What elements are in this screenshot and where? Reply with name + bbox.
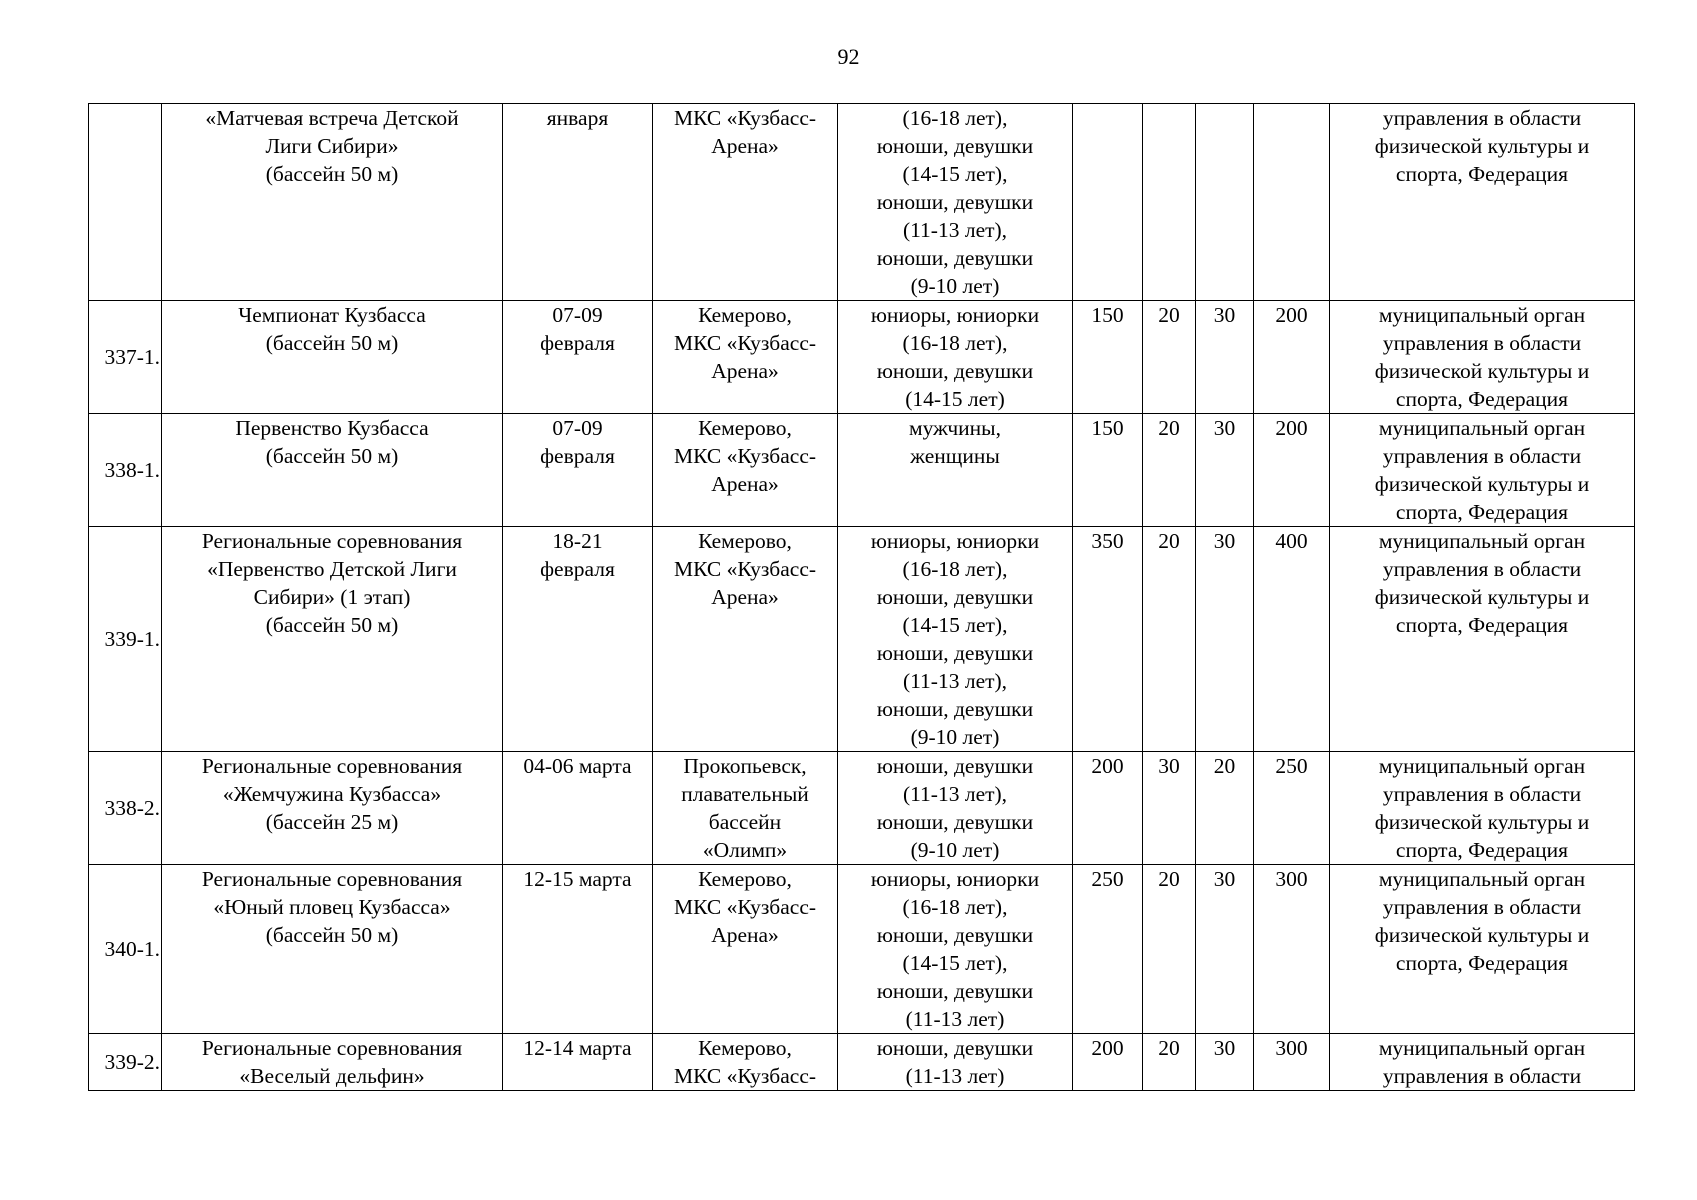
count-column-1-cell: 150 [1073, 414, 1143, 527]
cell-line: мужчины, [908, 416, 1002, 440]
event-date-cell [503, 527, 653, 752]
cell-line: юноши, девушки [876, 190, 1034, 214]
cell-line: Арена» [711, 359, 779, 383]
count-column-2-cell: 20 [1143, 1034, 1196, 1091]
cell-line: «Веселый дельфин» [239, 1064, 425, 1088]
cell-line: спорта, Федерация [1395, 387, 1569, 411]
cell-line: (16-18 лет), [902, 331, 1008, 355]
cell-line: 07-09 [552, 416, 603, 440]
cell-line: Региональные соревнования [201, 1036, 463, 1060]
table-row [89, 1034, 1635, 1091]
event-name-cell [162, 1034, 503, 1091]
cell-line: муниципальный орган [1378, 529, 1586, 553]
cell-line: (14-15 лет) [905, 387, 1005, 411]
participants-cell [838, 104, 1073, 301]
cell-line: (бассейн 50 м) [265, 444, 399, 468]
organizer-cell [1330, 414, 1635, 527]
cell-line: 12-14 марта [523, 1036, 632, 1060]
count-column-2-cell: 20 [1143, 527, 1196, 752]
cell-line: муниципальный орган [1378, 416, 1586, 440]
cell-line: управления в области [1382, 444, 1582, 468]
cell-line: (16-18 лет), [902, 557, 1008, 581]
count-column-4-cell: 200 [1254, 301, 1330, 414]
cell-line: (бассейн 50 м) [265, 162, 399, 186]
cell-line: муниципальный орган [1378, 754, 1586, 778]
event-place-cell [653, 414, 838, 527]
cell-line: февраля [540, 331, 615, 355]
cell-line: юноши, девушки [876, 359, 1034, 383]
cell-line: МКС «Кузбасс- [673, 557, 817, 581]
participants-cell [838, 527, 1073, 752]
table-row [89, 301, 1635, 414]
count-column-2-cell: 30 [1143, 752, 1196, 865]
cell-line: (11-13 лет), [902, 218, 1008, 242]
cell-line: МКС «Кузбасс- [673, 444, 817, 468]
count-column-4-cell: 400 [1254, 527, 1330, 752]
table-row [89, 527, 1635, 752]
cell-line: (16-18 лет), [902, 106, 1008, 130]
cell-line: управления в области [1382, 895, 1582, 919]
cell-line: физической культуры и [1374, 923, 1590, 947]
count-column-2-cell: 20 [1143, 414, 1196, 527]
cell-line: февраля [540, 557, 615, 581]
row-number-cell: 337-1. [89, 301, 162, 414]
event-name-cell [162, 414, 503, 527]
event-name-cell [162, 104, 503, 301]
cell-line: юноши, девушки [876, 754, 1034, 778]
cell-line: юноши, девушки [876, 810, 1034, 834]
cell-line: юноши, девушки [876, 246, 1034, 270]
row-number-cell: 339-2. [89, 1034, 162, 1091]
cell-line: юноши, девушки [876, 1036, 1034, 1060]
cell-line: физической культуры и [1374, 472, 1590, 496]
cell-line: спорта, Федерация [1395, 838, 1569, 862]
cell-line: января [546, 106, 609, 130]
cell-line: физической культуры и [1374, 810, 1590, 834]
row-number-cell: 338-1. [89, 414, 162, 527]
cell-line: муниципальный орган [1378, 303, 1586, 327]
count-column-3-cell: 30 [1196, 414, 1254, 527]
cell-line: физической культуры и [1374, 359, 1590, 383]
cell-line: Кемерово, [698, 303, 792, 327]
cell-line: Чемпионат Кузбасса [238, 303, 426, 327]
cell-line: юноши, девушки [876, 134, 1034, 158]
count-column-1-cell: 200 [1073, 752, 1143, 865]
cell-line: «Юный пловец Кузбасса» [213, 895, 451, 919]
cell-line: Первенство Кузбасса [235, 416, 429, 440]
cell-line: Сибири» (1 этап) [253, 585, 411, 609]
cell-line: плавательный [681, 782, 809, 806]
count-column-2-cell: 20 [1143, 865, 1196, 1034]
cell-line: бассейн [708, 810, 782, 834]
count-column-3-cell: 30 [1196, 1034, 1254, 1091]
cell-line: (бассейн 50 м) [265, 331, 399, 355]
cell-line: «Первенство Детской Лиги [207, 557, 457, 581]
cell-line: Арена» [711, 923, 779, 947]
cell-line: 07-09 [552, 303, 603, 327]
count-column-3-cell: 30 [1196, 527, 1254, 752]
cell-line: (16-18 лет), [902, 895, 1008, 919]
count-column-1-cell [1073, 104, 1143, 301]
count-column-3-cell: 30 [1196, 865, 1254, 1034]
cell-line: 12-15 марта [523, 867, 632, 891]
cell-line: «Матчевая встреча Детской [205, 106, 459, 130]
cell-line: спорта, Федерация [1395, 500, 1569, 524]
organizer-cell [1330, 1034, 1635, 1091]
participants-cell [838, 865, 1073, 1034]
cell-line: «Жемчужина Кузбасса» [222, 782, 442, 806]
cell-line: (11-13 лет) [905, 1064, 1005, 1088]
cell-line: Кемерово, [698, 1036, 792, 1060]
table-body [89, 104, 1635, 1091]
cell-line: (14-15 лет), [902, 162, 1008, 186]
cell-line: 18-21 [552, 529, 603, 553]
count-column-4-cell: 300 [1254, 1034, 1330, 1091]
cell-line: (бассейн 50 м) [265, 923, 399, 947]
count-column-1-cell: 150 [1073, 301, 1143, 414]
cell-line: Арена» [711, 472, 779, 496]
cell-line: МКС «Кузбасс- [673, 106, 817, 130]
event-name-cell [162, 301, 503, 414]
cell-line: (14-15 лет), [902, 613, 1008, 637]
count-column-3-cell [1196, 104, 1254, 301]
cell-line: юниоры, юниорки [870, 529, 1040, 553]
cell-line: (9-10 лет) [910, 274, 1000, 298]
cell-line: управления в области [1382, 1064, 1582, 1088]
cell-line: Арена» [711, 134, 779, 158]
page-number: 92 [837, 44, 860, 69]
participants-cell [838, 1034, 1073, 1091]
organizer-cell [1330, 865, 1635, 1034]
cell-line: МКС «Кузбасс- [673, 331, 817, 355]
cell-line: управления в области [1382, 557, 1582, 581]
cell-line: муниципальный орган [1378, 867, 1586, 891]
event-place-cell [653, 527, 838, 752]
table-row [89, 752, 1635, 865]
event-date-cell [503, 865, 653, 1034]
event-name-cell [162, 527, 503, 752]
event-place-cell [653, 104, 838, 301]
event-name-cell [162, 865, 503, 1034]
table-row [89, 865, 1635, 1034]
cell-line: Кемерово, [698, 416, 792, 440]
organizer-cell [1330, 752, 1635, 865]
cell-line: Региональные соревнования [201, 867, 463, 891]
cell-line: Региональные соревнования [201, 529, 463, 553]
row-number-cell: 340-1. [89, 865, 162, 1034]
cell-line: Региональные соревнования [201, 754, 463, 778]
cell-line: (11-13 лет), [902, 669, 1008, 693]
row-number-cell: 339-1. [89, 527, 162, 752]
cell-line: «Олимп» [702, 838, 788, 862]
count-column-4-cell [1254, 104, 1330, 301]
count-column-3-cell: 20 [1196, 752, 1254, 865]
cell-line: юниоры, юниорки [870, 303, 1040, 327]
cell-line: (9-10 лет) [910, 838, 1000, 862]
event-place-cell [653, 752, 838, 865]
cell-line: управления в области [1382, 106, 1582, 130]
organizer-cell [1330, 104, 1635, 301]
cell-line: юноши, девушки [876, 585, 1034, 609]
event-place-cell [653, 1034, 838, 1091]
count-column-4-cell: 300 [1254, 865, 1330, 1034]
row-number-cell: 338-2. [89, 752, 162, 865]
count-column-2-cell: 20 [1143, 301, 1196, 414]
cell-line: (бассейн 25 м) [265, 810, 399, 834]
cell-line: муниципальный орган [1378, 1036, 1586, 1060]
count-column-3-cell: 30 [1196, 301, 1254, 414]
cell-line: (9-10 лет) [910, 725, 1000, 749]
cell-line: управления в области [1382, 782, 1582, 806]
cell-line: Кемерово, [698, 529, 792, 553]
cell-line: МКС «Кузбасс- [673, 1064, 817, 1088]
organizer-cell [1330, 527, 1635, 752]
cell-line: (11-13 лет) [905, 1007, 1005, 1031]
events-table [88, 103, 1635, 1091]
table-row [89, 414, 1635, 527]
event-place-cell [653, 301, 838, 414]
cell-line: (11-13 лет), [902, 782, 1008, 806]
cell-line: женщины [910, 444, 1000, 468]
count-column-2-cell [1143, 104, 1196, 301]
cell-line: юноши, девушки [876, 979, 1034, 1003]
cell-line: управления в области [1382, 331, 1582, 355]
count-column-4-cell: 250 [1254, 752, 1330, 865]
cell-line: Кемерово, [698, 867, 792, 891]
count-column-1-cell: 200 [1073, 1034, 1143, 1091]
event-date-cell [503, 1034, 653, 1091]
cell-line: физической культуры и [1374, 585, 1590, 609]
cell-line: юниоры, юниорки [870, 867, 1040, 891]
event-place-cell [653, 865, 838, 1034]
participants-cell [838, 301, 1073, 414]
event-date-cell [503, 301, 653, 414]
cell-line: спорта, Федерация [1395, 951, 1569, 975]
participants-cell [838, 414, 1073, 527]
cell-line: (14-15 лет), [902, 951, 1008, 975]
row-number-cell [89, 104, 162, 301]
event-date-cell [503, 752, 653, 865]
event-name-cell [162, 752, 503, 865]
cell-line: (бассейн 50 м) [265, 613, 399, 637]
cell-line: МКС «Кузбасс- [673, 895, 817, 919]
count-column-4-cell: 200 [1254, 414, 1330, 527]
cell-line: спорта, Федерация [1395, 162, 1569, 186]
event-date-cell [503, 414, 653, 527]
cell-line: Арена» [711, 585, 779, 609]
cell-line: юноши, девушки [876, 697, 1034, 721]
cell-line: Лиги Сибири» [265, 134, 399, 158]
event-date-cell [503, 104, 653, 301]
cell-line: юноши, девушки [876, 923, 1034, 947]
cell-line: февраля [540, 444, 615, 468]
organizer-cell [1330, 301, 1635, 414]
cell-line: 04-06 марта [523, 754, 632, 778]
count-column-1-cell: 250 [1073, 865, 1143, 1034]
participants-cell [838, 752, 1073, 865]
cell-line: физической культуры и [1374, 134, 1590, 158]
cell-line: Прокопьевск, [683, 754, 807, 778]
cell-line: спорта, Федерация [1395, 613, 1569, 637]
cell-line: юноши, девушки [876, 641, 1034, 665]
count-column-1-cell: 350 [1073, 527, 1143, 752]
table-row [89, 104, 1635, 301]
